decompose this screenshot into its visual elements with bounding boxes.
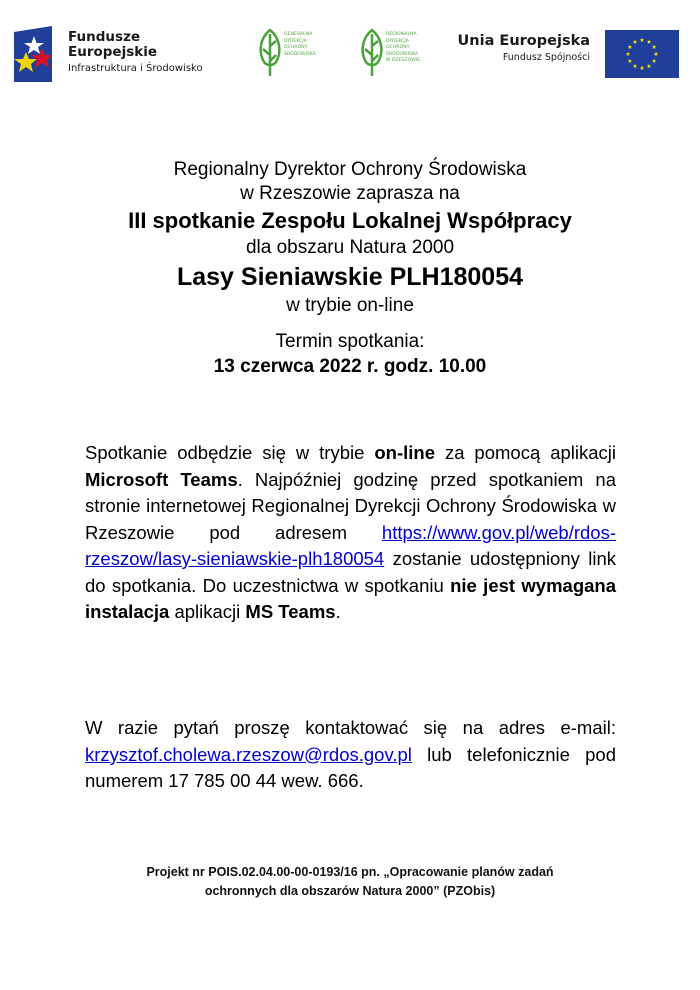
text: . <box>335 601 341 622</box>
site-name: Lasy Sieniawskie PLH180054 <box>176 263 524 291</box>
text: W razie pytań proszę kontaktować się na adres e-mail: <box>85 717 616 738</box>
text: za pomocą aplikacji <box>435 442 616 463</box>
invitation-heading <box>0 158 700 380</box>
heading-line-mode: w trybie on-line <box>286 295 414 316</box>
rdos-line: OCHRONY <box>386 45 410 50</box>
gdos-line: OCHRONY <box>284 45 308 50</box>
rdos-line: ŚRODOWISKA <box>386 51 419 57</box>
fe-title-line2: Europejskie <box>68 44 158 60</box>
bold-ms-teams: MS Teams <box>245 601 336 622</box>
term-date: 13 czerwca 2022 r. godz. 10.00 <box>213 356 487 377</box>
ue-title: Unia Europejska <box>457 33 590 49</box>
rdos-line: DYREKCJA <box>386 38 409 44</box>
rdos-line: REGIONALNA <box>386 32 417 37</box>
meeting-page-link[interactable]: https://www.gov.pl/web/rdos-rzeszow/lasy-sieniawskie-plh180054 <box>85 521 616 569</box>
project-footer <box>0 863 700 901</box>
text: aplikacji <box>169 601 246 622</box>
gdos-logo-text <box>284 32 316 58</box>
rdos-line: W RZESZOWIE <box>386 58 421 63</box>
meeting-title: III spotkanie Zespołu Lokalnej Współpracy <box>128 208 572 233</box>
unia-europejska-logo <box>457 30 685 78</box>
heading-line-invites: w Rzeszowie zaprasza na <box>240 183 460 204</box>
text: lub telefonicznie pod numerem 17 785 00 44 wew. 666. <box>85 743 616 791</box>
footer-line1: Projekt nr POIS.02.04.00-00-0193/16 pn. „Opracowanie planów zadań <box>146 865 554 879</box>
gdos-line: GENERALNA <box>284 32 313 37</box>
eu-flag-icon <box>605 30 679 78</box>
leaf-icon <box>360 28 384 78</box>
contact-email-link[interactable]: krzysztof.cholewa.rzeszow@rdos.gov.pl <box>85 743 412 765</box>
heading-line-organizer: Regionalny Dyrektor Ochrony Środowiska <box>173 159 527 180</box>
bold-microsoft-teams: Microsoft Teams <box>85 468 238 490</box>
text: . Najpóźniej godzinę przed spotkaniem na stronie internetowej Regionalnej Dyrekcji Ochrony Środowiska w Rzeszowie pod adresem <box>85 468 616 543</box>
ue-subtitle: Fundusz Spójności <box>502 52 590 63</box>
contact-paragraph <box>85 715 616 795</box>
rdos-logo-text <box>386 32 420 65</box>
gdos-line: DYREKCJA <box>284 38 307 44</box>
text: Spotkanie odbędzie się w trybie <box>85 442 375 463</box>
rdos-logo <box>360 28 430 78</box>
footer-line2: ochronnych dla obszarów Natura 2000” (PZObis) <box>204 884 496 898</box>
leaf-icon <box>258 28 282 78</box>
gdos-line: ŚRODOWISKA <box>284 51 317 57</box>
text: zostanie udostępniony link do spotkania. Do uczestnictwa w spotkaniu <box>85 548 616 596</box>
fe-subtitle: Infrastruktura i Środowisko <box>68 63 203 74</box>
gdos-logo <box>258 28 328 78</box>
bold-no-install: nie jest wymagana instalacja <box>85 574 617 622</box>
fe-title-line1: Fundusze <box>68 29 141 45</box>
meeting-info-paragraph <box>85 440 616 626</box>
bold-online: on-line <box>374 442 435 463</box>
heading-line-area: dla obszaru Natura 2000 <box>245 237 455 258</box>
fundusze-europejskie-emblem-icon <box>14 26 52 82</box>
term-label: Termin spotkania: <box>275 331 425 352</box>
fundusze-europejskie-logo <box>14 26 234 82</box>
